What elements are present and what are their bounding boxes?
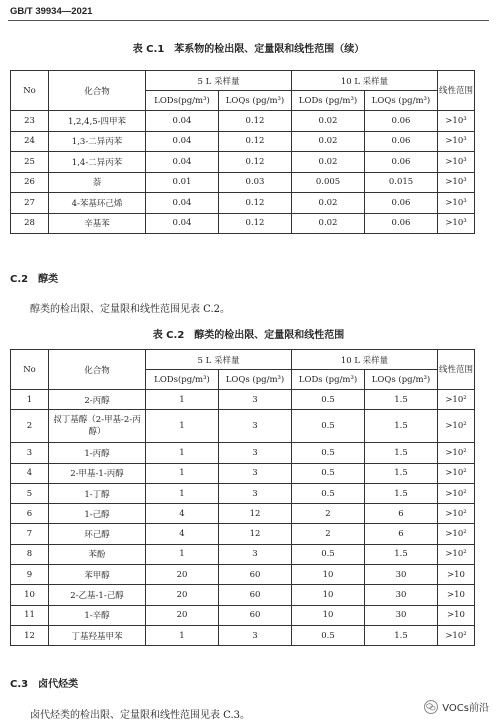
cell-compound: 苯酚 (49, 544, 146, 564)
cell-no: 24 (11, 131, 49, 152)
col-lods-10l: LODs (pg/m³) (292, 370, 365, 390)
cell-lods-5l: 0.04 (146, 131, 219, 152)
cell-compound: 丁基羟基甲苯 (49, 625, 146, 645)
table-row (11, 463, 475, 483)
table-row (11, 483, 475, 503)
cell-lods-10l: 10 (292, 605, 365, 625)
table-row (11, 390, 475, 410)
table-row (11, 111, 475, 132)
cell-lods-5l: 20 (146, 585, 219, 605)
col-group-10l: 10 L 采样量 (292, 350, 438, 370)
cell-loqs-10l: 0.06 (365, 131, 438, 152)
watermark (424, 699, 489, 714)
cell-compound: 2-丙醇 (49, 390, 146, 410)
cell-loqs-5l: 0.03 (219, 172, 292, 193)
cell-loqs-5l: 60 (219, 605, 292, 625)
cell-compound: 苯甲醇 (49, 565, 146, 585)
cell-compound: 4-苯基环己烯 (49, 193, 146, 214)
cell-range: >10² (438, 410, 475, 443)
cell-no: 27 (11, 193, 49, 214)
cell-compound: 萘 (49, 172, 146, 193)
table-row (11, 172, 475, 193)
table-row (11, 131, 475, 152)
col-lods-5l: LODs(pg/m³) (146, 370, 219, 390)
cell-loqs-5l: 3 (219, 625, 292, 645)
cell-lods-10l: 2 (292, 504, 365, 524)
cell-range: >10³ (438, 193, 475, 214)
cell-range: >10² (438, 443, 475, 463)
col-lods-5l: LODs(pg/m³) (146, 91, 219, 111)
cell-loqs-10l: 1.5 (365, 463, 438, 483)
cell-range: >10³ (438, 111, 475, 132)
cell-lods-10l: 0.02 (292, 213, 365, 234)
cell-no: 25 (11, 152, 49, 173)
col-range: 线性范围 (438, 350, 475, 390)
cell-lods-5l: 4 (146, 504, 219, 524)
col-no: No (11, 350, 49, 390)
table-row (11, 443, 475, 463)
col-group-5l: 5 L 采样量 (146, 350, 292, 370)
cell-no: 7 (11, 524, 49, 544)
cell-lods-10l: 2 (292, 524, 365, 544)
cell-no: 4 (11, 463, 49, 483)
cell-range: >10² (438, 390, 475, 410)
cell-no: 28 (11, 213, 49, 234)
header-rule (8, 20, 489, 21)
cell-lods-5l: 1 (146, 390, 219, 410)
cell-range: >10³ (438, 131, 475, 152)
col-loqs-10l: LOQs (pg/m³) (365, 370, 438, 390)
cell-range: >10² (438, 483, 475, 503)
col-loqs-10l: LOQs (pg/m³) (365, 91, 438, 111)
table2-caption: 表 C.2 醇类的检出限、定量限和线性范围 (152, 330, 345, 341)
col-group-5l: 5 L 采样量 (146, 71, 292, 91)
col-loqs-5l: LOQs (pg/m³) (219, 370, 292, 390)
table-row (11, 544, 475, 564)
cell-compound: 叔丁基醇（2-甲基-2-丙醇） (49, 410, 146, 443)
cell-lods-5l: 0.04 (146, 193, 219, 214)
cell-lods-10l: 0.5 (292, 410, 365, 443)
section-c3-text: 卤代烃类的检出限、定量限和线性范围见表 C.3。 (30, 710, 251, 721)
col-range: 线性范围 (438, 71, 475, 111)
cell-lods-10l: 0.02 (292, 152, 365, 173)
cell-no: 8 (11, 544, 49, 564)
cell-lods-5l: 1 (146, 410, 219, 443)
standard-code: GB/T 39934—2021 (10, 6, 93, 17)
cell-compound: 1,2,4,5-四甲苯 (49, 111, 146, 132)
cell-range: >10³ (438, 172, 475, 193)
cell-no: 3 (11, 443, 49, 463)
cell-lods-10l: 0.02 (292, 193, 365, 214)
table-row (11, 410, 475, 443)
cell-loqs-10l: 0.06 (365, 152, 438, 173)
cell-loqs-10l: 1.5 (365, 443, 438, 463)
cell-lods-5l: 0.04 (146, 213, 219, 234)
cell-lods-10l: 0.02 (292, 111, 365, 132)
col-no: No (11, 71, 49, 111)
cell-loqs-10l: 0.06 (365, 111, 438, 132)
cell-compound: 1,4-二异丙苯 (49, 152, 146, 173)
col-lods-10l: LODs (pg/m³) (292, 91, 365, 111)
cell-no: 11 (11, 605, 49, 625)
cell-lods-10l: 0.5 (292, 544, 365, 564)
cell-compound: 1-己醇 (49, 504, 146, 524)
cell-compound: 1-丁醇 (49, 483, 146, 503)
table-row (11, 152, 475, 173)
cell-loqs-5l: 60 (219, 565, 292, 585)
table-row (11, 585, 475, 605)
cell-compound: 2-乙基-1-己醇 (49, 585, 146, 605)
section-c2-text: 醇类的检出限、定量限和线性范围见表 C.2。 (30, 304, 231, 315)
cell-lods-5l: 1 (146, 544, 219, 564)
table1 (10, 70, 475, 234)
cell-loqs-10l: 0.06 (365, 193, 438, 214)
cell-compound: 1,3-二异丙苯 (49, 131, 146, 152)
table1-caption: 表 C.1 苯系物的检出限、定量限和线性范围（续） (132, 44, 365, 55)
cell-loqs-10l: 30 (365, 585, 438, 605)
section-c2-title: C.2 醇类 (10, 274, 59, 285)
col-group-10l: 10 L 采样量 (292, 71, 438, 91)
cell-lods-10l: 10 (292, 565, 365, 585)
cell-lods-10l: 0.5 (292, 625, 365, 645)
cell-lods-5l: 20 (146, 605, 219, 625)
cell-loqs-5l: 60 (219, 585, 292, 605)
cell-lods-10l: 0.5 (292, 443, 365, 463)
cell-loqs-5l: 12 (219, 504, 292, 524)
cell-no: 1 (11, 390, 49, 410)
cell-no: 26 (11, 172, 49, 193)
cell-compound: 1-丙醇 (49, 443, 146, 463)
table-row (11, 565, 475, 585)
cell-loqs-5l: 3 (219, 483, 292, 503)
cell-lods-10l: 0.5 (292, 463, 365, 483)
cell-no: 10 (11, 585, 49, 605)
cell-no: 23 (11, 111, 49, 132)
cell-lods-10l: 0.5 (292, 390, 365, 410)
cell-loqs-10l: 1.5 (365, 625, 438, 645)
cell-loqs-5l: 0.12 (219, 131, 292, 152)
table-row (11, 213, 475, 234)
table-row (11, 625, 475, 645)
cell-loqs-10l: 1.5 (365, 483, 438, 503)
cell-compound: 1-辛醇 (49, 605, 146, 625)
cell-no: 12 (11, 625, 49, 645)
section-c3-title: C.3 卤代烃类 (10, 679, 79, 690)
cell-loqs-10l: 30 (365, 605, 438, 625)
cell-range: >10² (438, 463, 475, 483)
cell-compound: 辛基苯 (49, 213, 146, 234)
watermark-text: VOCs前沿 (442, 703, 489, 714)
cell-lods-5l: 4 (146, 524, 219, 544)
cell-range: >10 (438, 585, 475, 605)
cell-no: 2 (11, 410, 49, 443)
cell-range: >10 (438, 565, 475, 585)
table-row (11, 524, 475, 544)
cell-lods-10l: 0.02 (292, 131, 365, 152)
cell-loqs-10l: 30 (365, 565, 438, 585)
cell-compound: 2-甲基-1-丙醇 (49, 463, 146, 483)
cell-range: >10² (438, 504, 475, 524)
cell-lods-5l: 0.04 (146, 111, 219, 132)
cell-loqs-10l: 6 (365, 524, 438, 544)
col-loqs-5l: LOQs (pg/m³) (219, 91, 292, 111)
cell-range: >10 (438, 605, 475, 625)
cell-lods-5l: 1 (146, 483, 219, 503)
cell-loqs-5l: 0.12 (219, 193, 292, 214)
cell-no: 9 (11, 565, 49, 585)
cell-loqs-10l: 1.5 (365, 410, 438, 443)
cell-loqs-5l: 3 (219, 463, 292, 483)
cell-loqs-5l: 3 (219, 390, 292, 410)
table-row (11, 193, 475, 214)
cell-range: >10² (438, 524, 475, 544)
cell-no: 6 (11, 504, 49, 524)
cell-lods-10l: 0.5 (292, 483, 365, 503)
cell-lods-10l: 10 (292, 585, 365, 605)
cell-loqs-5l: 3 (219, 544, 292, 564)
cell-loqs-5l: 0.12 (219, 152, 292, 173)
cell-range: >10² (438, 544, 475, 564)
cell-loqs-5l: 3 (219, 410, 292, 443)
cell-loqs-5l: 3 (219, 443, 292, 463)
cell-lods-5l: 0.04 (146, 152, 219, 173)
cell-no: 5 (11, 483, 49, 503)
cell-loqs-5l: 12 (219, 524, 292, 544)
cell-loqs-10l: 0.015 (365, 172, 438, 193)
cell-loqs-5l: 0.12 (219, 213, 292, 234)
table2 (10, 349, 475, 646)
cell-loqs-10l: 1.5 (365, 544, 438, 564)
table-row (11, 504, 475, 524)
cell-compound: 环己醇 (49, 524, 146, 544)
cell-lods-5l: 1 (146, 443, 219, 463)
cell-lods-5l: 1 (146, 463, 219, 483)
cell-loqs-5l: 0.12 (219, 111, 292, 132)
cell-loqs-10l: 0.06 (365, 213, 438, 234)
cell-range: >10³ (438, 213, 475, 234)
cell-loqs-10l: 6 (365, 504, 438, 524)
col-compound: 化合物 (49, 71, 146, 111)
cell-lods-5l: 20 (146, 565, 219, 585)
cell-lods-5l: 1 (146, 625, 219, 645)
wechat-icon (424, 700, 438, 714)
col-compound: 化合物 (49, 350, 146, 390)
cell-lods-10l: 0.005 (292, 172, 365, 193)
cell-range: >10³ (438, 152, 475, 173)
cell-lods-5l: 0.01 (146, 172, 219, 193)
cell-loqs-10l: 1.5 (365, 390, 438, 410)
cell-range: >10² (438, 625, 475, 645)
table-row (11, 605, 475, 625)
